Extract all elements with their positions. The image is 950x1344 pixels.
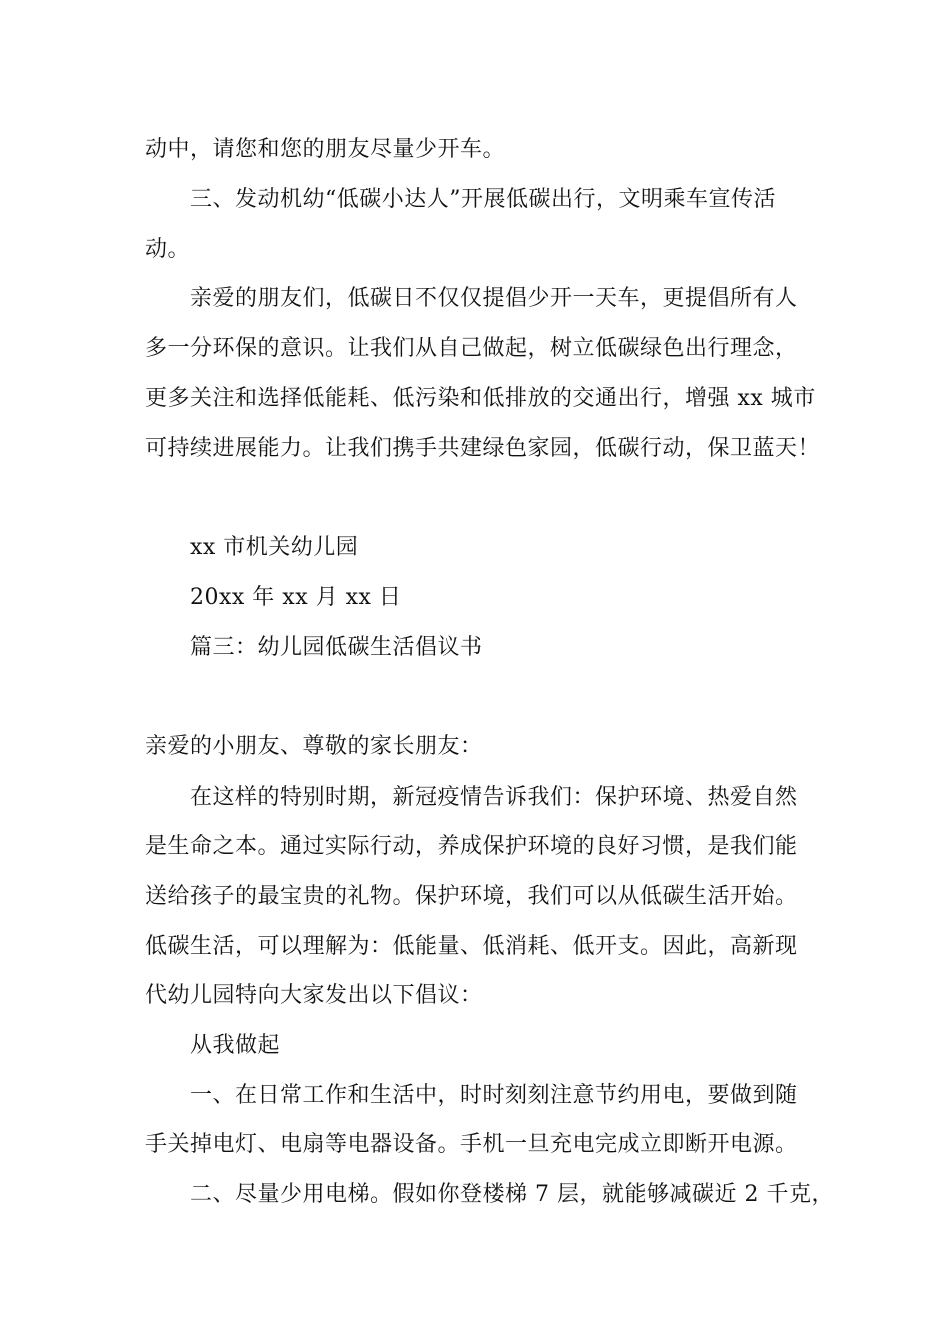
text-line: 三、发动机幼“低碳小达人”开展低碳出行，文明乘车宣传活 bbox=[190, 187, 776, 212]
text-line: 动中，请您和您的朋友尽量少开车。 bbox=[145, 137, 506, 162]
text-line: 二、尽量少用电梯。假如你登楼梯 7 层，就能够减碳近 2 千克， bbox=[190, 1182, 834, 1207]
text-line: 可持续进展能力。让我们携手共建绿色家园，低碳行动，保卫蓝天！ bbox=[145, 436, 821, 461]
salutation: 亲爱的小朋友、尊敬的家长朋友： bbox=[145, 734, 483, 759]
text-line: 代幼儿园特向大家发出以下倡议： bbox=[145, 983, 483, 1008]
text-line: 手关掉电灯、电扇等电器设备。手机一旦充电完成立即断开电源。 bbox=[145, 1132, 798, 1157]
signature-date: 20xx 年 xx 月 xx 日 bbox=[190, 585, 402, 610]
section-title: 篇三：幼儿园低碳生活倡议书 bbox=[190, 635, 483, 660]
subheading: 从我做起 bbox=[190, 1033, 281, 1058]
signature-org: xx 市机关幼儿园 bbox=[190, 535, 359, 560]
text-line: 动。 bbox=[145, 237, 191, 262]
text-line: 是生命之本。通过实际行动，养成保护环境的良好习惯，是我们能 bbox=[145, 834, 798, 859]
text-line: 送给孩子的最宝贵的礼物。保护环境，我们可以从低碳生活开始。 bbox=[145, 884, 798, 909]
text-line: 低碳生活，可以理解为：低能量、低消耗、低开支。因此，高新现 bbox=[145, 934, 798, 959]
text-line: 多一分环保的意识。让我们从自己做起，树立低碳绿色出行理念， bbox=[145, 336, 798, 361]
text-line: 在这样的特别时期，新冠疫情告诉我们：保护环境、热爱自然 bbox=[190, 785, 798, 810]
text-line: 一、在日常工作和生活中，时时刻刻注意节约用电，要做到随 bbox=[190, 1083, 798, 1108]
text-line: 亲爱的朋友们，低碳日不仅仅提倡少开一天车，更提倡所有人 bbox=[190, 286, 798, 311]
text-line: 更多关注和选择低能耗、低污染和低排放的交通出行，增强 xx 城市 bbox=[145, 386, 816, 411]
